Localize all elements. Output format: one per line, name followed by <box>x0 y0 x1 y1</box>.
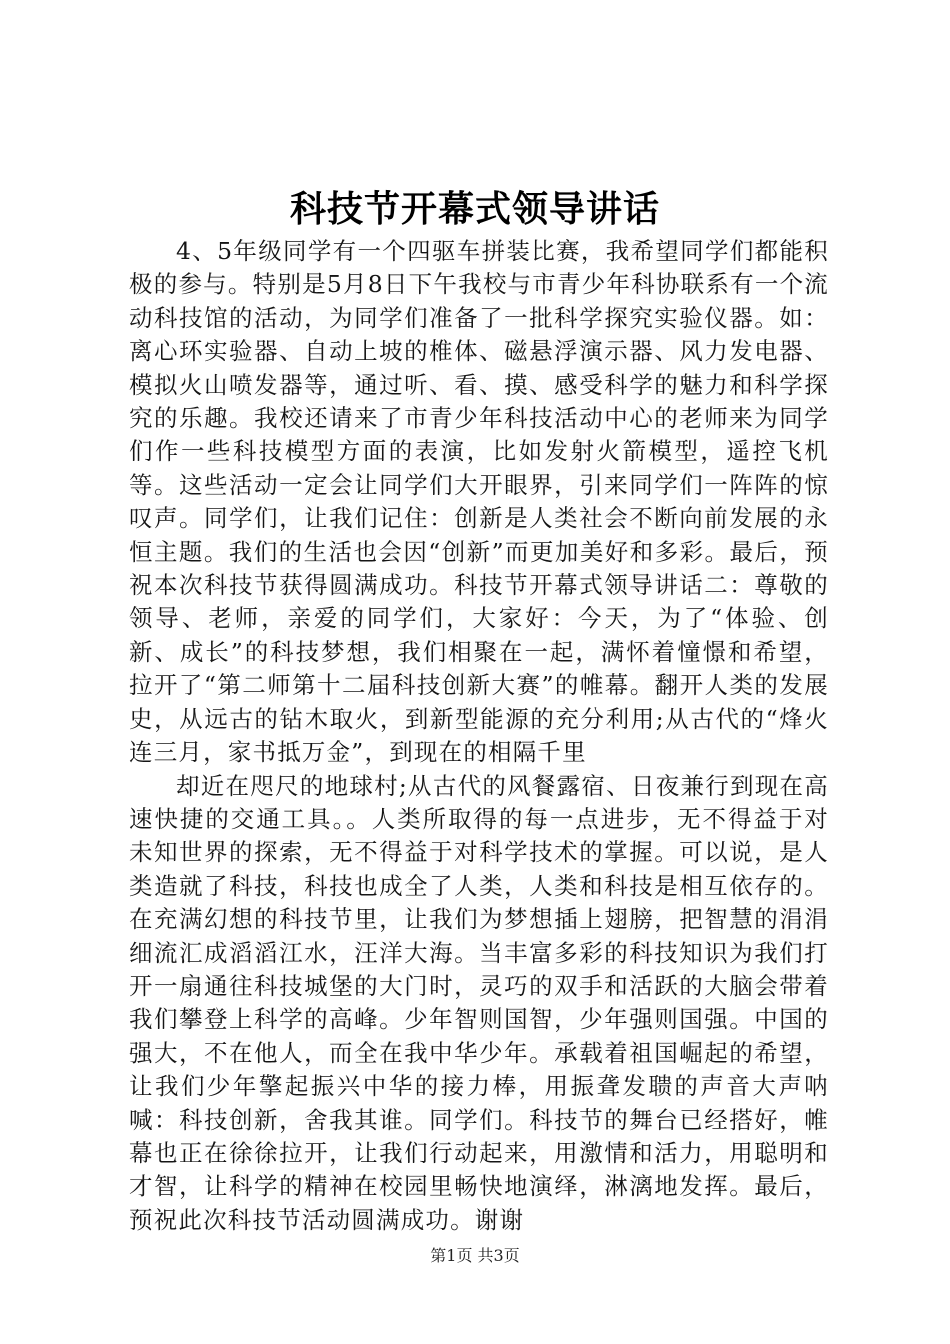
paragraph-1: 4、5年级同学有一个四驱车拼装比赛，我希望同学们都能积极的参与。特别是5月8日下午我校与市青少年科协联系有一个流动科技馆的活动，为同学们准备了一批科学探究实验仪器。如：离心环实验器、自动上坡的椎体、磁悬浮演示器、风力发电器、模拟火山喷发器等，通过听、看、摸、感受科学的魅力和科学探究的乐趣。我校还请来了市青少年科技活动中心的老师来为同学们作一些科技模型方面的表演，比如发射火箭模型，遥控飞机等。这些活动一定会让同学们大开眼界，引来同学们一阵阵的惊叹声。同学们，让我们记住：创新是人类社会不断向前发展的永恒主题。我们的生活也会因“创新”而更加美好和多彩。最后，预祝本次科技节获得圆满成功。科技节开幕式领导讲话二：尊敬的领导、老师，亲爱的同学们，大家好：今天，为了“体验、创新、成长”的科技梦想，我们相聚在一起，满怀着憧憬和希望，拉开了“第二师第十二届科技创新大赛”的帷幕。翻开人类的发展史，从远古的钻木取火，到新型能源的充分利用;从古代的“烽火连三月，家书抵万金”，到现在的相隔千里 <box>129 237 829 767</box>
page-title: 科技节开幕式领导讲话 <box>289 188 660 230</box>
speech-body <box>129 235 829 1237</box>
page-number-footer: 第1页 共3页 <box>430 1246 520 1265</box>
paragraph-2: 却近在咫尺的地球村;从古代的风餐露宿、日夜兼行到现在高速快捷的交通工具。。人类所取得的每一点进步，无不得益于对未知世界的探索，无不得益于对科学技术的掌握。可以说，是人类造就了科技，科技也成全了人类，人类和科技是相互依存的。在充满幻想的科技节里，让我们为梦想插上翅膀，把智慧的涓涓细流汇成滔滔江水，汪洋大海。当丰富多彩的科技知识为我们打开一扇通往科技城堡的大门时，灵巧的双手和活跃的大脑会带着我们攀登上科学的高峰。少年智则国智，少年强则国强。中国的强大，不在他人，而全在我中华少年。承载着祖国崛起的希望，让我们少年擎起振兴中华的接力棒，用振聋发聩的声音大声呐喊：科技创新，舍我其谁。同学们。科技节的舞台已经搭好，帷幕也正在徐徐拉开，让我们行动起来，用激情和活力，用聪明和才智，让科学的精神在校园里畅快地演绎，淋漓地发挥。最后，预祝此次科技节活动圆满成功。谢谢 <box>129 771 829 1234</box>
